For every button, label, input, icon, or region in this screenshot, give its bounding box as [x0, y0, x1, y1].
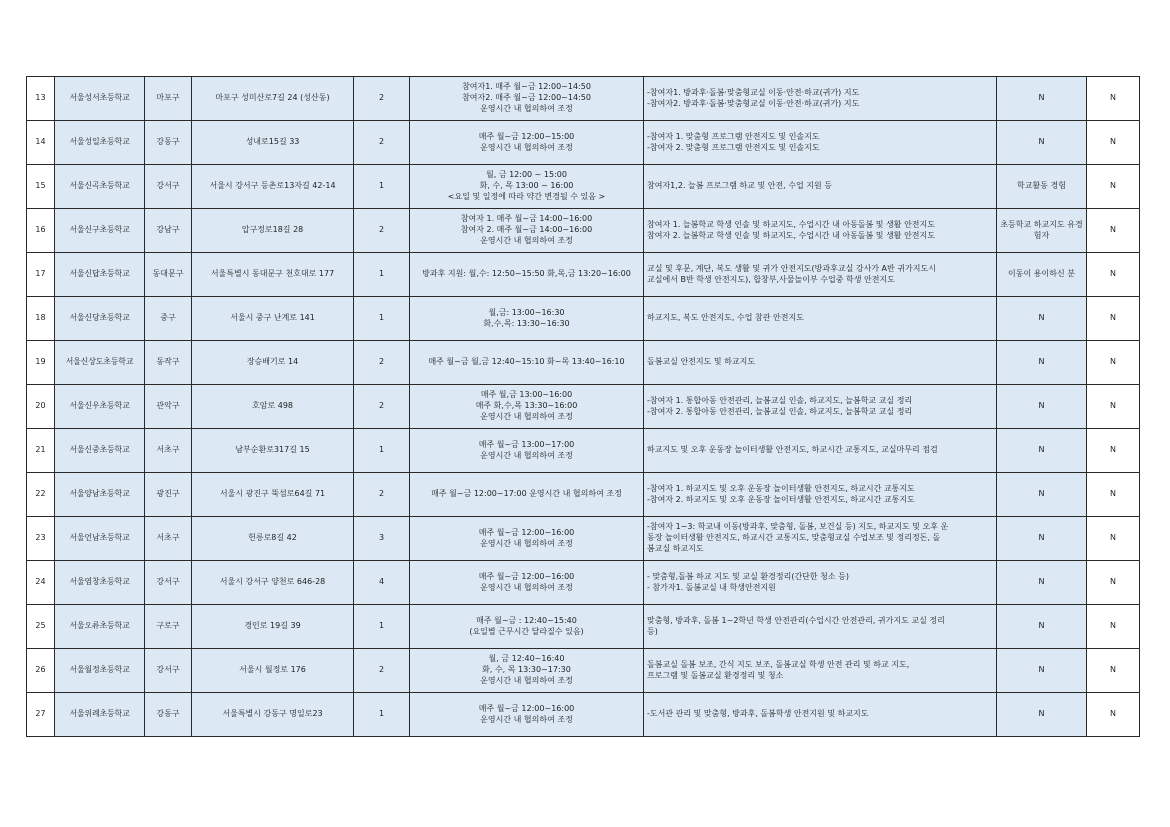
schedule-line: 화, 수, 목 13:30~17:30 [482, 665, 571, 675]
participant-count: 2 [354, 649, 410, 693]
schedule-line: 화, 수, 목 13:00 ~ 16:00 [479, 181, 574, 191]
preferred-qualification: N [997, 605, 1087, 649]
table-row [27, 77, 1140, 121]
duty-description [644, 297, 997, 341]
school-volunteer-table [26, 76, 1140, 737]
school-name: 서울오류초등학교 [55, 605, 145, 649]
table-row [27, 121, 1140, 165]
schedule-line: 참여자 2. 매주 월~금 14:00~16:00 [460, 225, 593, 235]
preferred-qualification: N [997, 77, 1087, 121]
row-number: 25 [27, 605, 55, 649]
schedule-line: 월, 금 12:00 ~ 15:00 [486, 170, 567, 180]
table-row [27, 517, 1140, 561]
address: 장승배기로 14 [192, 341, 354, 385]
schedule-line: 매주 월~금 12:00~17:00 운영시간 내 협의하여 조정 [431, 489, 622, 499]
work-schedule [410, 473, 644, 517]
work-schedule [410, 385, 644, 429]
schedule-line: 월, 금 12:40~16:40 [488, 654, 565, 664]
duty-line: 봄교실 하교지도 [647, 543, 704, 553]
address: 경인로 19길 39 [192, 605, 354, 649]
work-schedule [410, 341, 644, 385]
work-schedule [410, 121, 644, 165]
preferred-qualification: N [997, 517, 1087, 561]
extra-flag: N [1087, 209, 1140, 253]
duty-line: -참여자2. 방과후·돌봄·맞춤형교실 이동·안전·하교(귀가) 지도 [647, 98, 860, 108]
extra-flag: N [1087, 385, 1140, 429]
duty-line: -참여자 2. 통합아동 안전관리, 늘봄교실 인솔, 하교지도, 늘봄학교 교실 정리 [647, 406, 913, 416]
table-row [27, 429, 1140, 473]
schedule-line: <요일 및 일정에 따라 약간 변경될 수 있음 > [447, 191, 606, 201]
schedule-line: 매주 월~금 12:00~16:00 [478, 703, 575, 713]
extra-flag: N [1087, 693, 1140, 737]
row-number: 17 [27, 253, 55, 297]
preferred-qualification: N [997, 473, 1087, 517]
duty-description [644, 121, 997, 165]
district: 강동구 [145, 693, 192, 737]
district: 강남구 [145, 209, 192, 253]
schedule-line: 운영시간 내 협의하여 조정 [480, 714, 573, 724]
address: 서울시 월정로 176 [192, 649, 354, 693]
school-name: 서울양남초등학교 [55, 473, 145, 517]
participant-count: 2 [354, 209, 410, 253]
table-row [27, 209, 1140, 253]
duty-line: -참여자 2. 하교지도 및 오후 운동장 놀이터생활 안전지도, 하교시간 교통지도 [647, 494, 915, 504]
row-number: 21 [27, 429, 55, 473]
address: 서울시 강서구 등촌로13자길 42-14 [192, 165, 354, 209]
schedule-line: 월,금: 13:00~16:30 [488, 307, 565, 317]
school-name: 서울성서초등학교 [55, 77, 145, 121]
duty-line: 동장 놀이터생활 안전지도, 하교시간 교통지도, 맞춤형교실 수업보조 및 정리정돈, 돌 [647, 533, 941, 543]
schedule-line: 운영시간 내 협의하여 조정 [480, 538, 573, 548]
duty-description [644, 429, 997, 473]
schedule-line: 매주 월,금 13:00~16:00 [480, 390, 573, 400]
duty-line: 하교지도 및 오후 운동장 놀이터생활 안전지도, 하교시간 교통지도, 교실마무리 점검 [647, 445, 938, 455]
district: 서초구 [145, 429, 192, 473]
schedule-line: 매주 월~금 12:00~16:00 [478, 571, 575, 581]
duty-line: -참여자 1. 통합아동 안전관리, 늘봄교실 인솔, 하교지도, 늘봄학교 교실 정리 [647, 395, 913, 405]
duty-description [644, 693, 997, 737]
extra-flag: N [1087, 473, 1140, 517]
work-schedule [410, 209, 644, 253]
row-number: 18 [27, 297, 55, 341]
address: 헌릉로8길 42 [192, 517, 354, 561]
schedule-line: 참여자2. 매주 월~금 12:00~14:50 [462, 93, 591, 103]
extra-flag: N [1087, 253, 1140, 297]
preferred-qualification: N [997, 385, 1087, 429]
participant-count: 1 [354, 297, 410, 341]
address: 서울시 강서구 양천로 646-28 [192, 561, 354, 605]
school-name: 서울성일초등학교 [55, 121, 145, 165]
row-number: 23 [27, 517, 55, 561]
work-schedule [410, 605, 644, 649]
address: 압구정로18길 28 [192, 209, 354, 253]
schedule-line: 운영시간 내 협의하여 조정 [480, 411, 573, 421]
duty-line: -참여자 2. 맞춤형 프로그램 안전지도 및 인솔지도 [647, 142, 820, 152]
duty-line: 맞춤형, 방과후, 돌봄 1~2학년 학생 안전관리(수업시간 안전관리, 귀가지도 교실 정리 [647, 615, 945, 625]
duty-description [644, 209, 997, 253]
participant-count: 2 [354, 121, 410, 165]
table-row [27, 385, 1140, 429]
school-name: 서울신당초등학교 [55, 297, 145, 341]
schedule-line: 매주 월~금 월,금 12:40~15:10 화~목 13:40~16:10 [428, 357, 625, 367]
school-name: 서울신구초등학교 [55, 209, 145, 253]
address: 서울특별시 동대문구 천호대로 177 [192, 253, 354, 297]
duty-description [644, 517, 997, 561]
row-number: 24 [27, 561, 55, 605]
work-schedule [410, 517, 644, 561]
schedule-line: 운영시간 내 협의하여 조정 [480, 103, 573, 113]
row-number: 26 [27, 649, 55, 693]
table-row [27, 605, 1140, 649]
duty-description [644, 77, 997, 121]
school-name: 서울신답초등학교 [55, 253, 145, 297]
preferred-qualification: 학교활동 경험 [997, 165, 1087, 209]
row-number: 16 [27, 209, 55, 253]
school-name: 서울신중초등학교 [55, 429, 145, 473]
school-name: 서울신곡초등학교 [55, 165, 145, 209]
school-name: 서울신상도초등학교 [55, 341, 145, 385]
extra-flag: N [1087, 517, 1140, 561]
duty-line: - 맞춤형,돌봄 하교 지도 및 교실 환경정리(간단한 청소 등) [647, 571, 850, 581]
work-schedule [410, 429, 644, 473]
schedule-line: 매주 월~금 12:00~16:00 [478, 527, 575, 537]
duty-line: 참여자 2. 늘봄학교 학생 인솔 및 하교지도, 수업시간 내 아동돌봄 및 생활 안전지도 [647, 230, 935, 240]
schedule-line: 매주 월~금 13:00~17:00 [478, 439, 575, 449]
duty-description [644, 385, 997, 429]
table-row [27, 297, 1140, 341]
preferred-qualification: N [997, 297, 1087, 341]
duty-description [644, 649, 997, 693]
duty-line: -참여자 1. 하교지도 및 오후 운동장 놀이터생활 안전지도, 하교시간 교통지도 [647, 483, 915, 493]
duty-line: 돌봄교실 안전지도 및 하교지도 [647, 357, 756, 367]
work-schedule [410, 649, 644, 693]
work-schedule [410, 253, 644, 297]
schedule-line: (요일별 근무시간 달라질수 있음) [469, 626, 584, 636]
preferred-qualification: N [997, 649, 1087, 693]
duty-line: 등) [647, 626, 658, 636]
schedule-line: 참여자1. 매주 월~금 12:00~14:50 [462, 82, 591, 92]
district: 마포구 [145, 77, 192, 121]
duty-line: 돌봄교실 돌봄 보조, 간식 지도 보조, 돌봄교실 학생 안전 관리 및 하교 지도, [647, 659, 910, 669]
extra-flag: N [1087, 605, 1140, 649]
extra-flag: N [1087, 649, 1140, 693]
participant-count: 2 [354, 385, 410, 429]
preferred-qualification: N [997, 693, 1087, 737]
table-row [27, 165, 1140, 209]
preferred-qualification: N [997, 341, 1087, 385]
table-row [27, 693, 1140, 737]
duty-line: 교실 및 후문, 계단, 복도 생활 및 귀가 안전지도(방과후교실 강사가 A반 귀가지도시 [647, 263, 936, 273]
work-schedule [410, 693, 644, 737]
district: 강서구 [145, 649, 192, 693]
duty-description [644, 605, 997, 649]
row-number: 27 [27, 693, 55, 737]
participant-count: 1 [354, 165, 410, 209]
district: 강서구 [145, 165, 192, 209]
table-row [27, 473, 1140, 517]
duty-line: -참여자1. 방과후·돌봄·맞춤형교실 이동·안전·하교(귀가) 지도 [647, 87, 860, 97]
school-name: 서울언남초등학교 [55, 517, 145, 561]
participant-count: 1 [354, 253, 410, 297]
table-body [27, 77, 1140, 737]
district: 중구 [145, 297, 192, 341]
work-schedule [410, 77, 644, 121]
schedule-line: 운영시간 내 협의하여 조정 [480, 235, 573, 245]
extra-flag: N [1087, 429, 1140, 473]
duty-line: -도서관 관리 및 맞춤형, 방과후, 돌봄학생 안전지원 및 하교지도 [647, 709, 869, 719]
duty-description [644, 165, 997, 209]
preferred-qualification: 초등학교 하교지도 유경험자 [997, 209, 1087, 253]
address: 성내로15길 33 [192, 121, 354, 165]
work-schedule [410, 165, 644, 209]
extra-flag: N [1087, 165, 1140, 209]
row-number: 19 [27, 341, 55, 385]
table-row [27, 561, 1140, 605]
school-name: 서울신우초등학교 [55, 385, 145, 429]
schedule-line: 화,수,목: 13:30~16:30 [483, 318, 570, 328]
row-number: 22 [27, 473, 55, 517]
address: 남부순환로317길 15 [192, 429, 354, 473]
district: 광진구 [145, 473, 192, 517]
duty-line: 교실에서 B반 학생 안전지도), 합창부,사물놀이부 수업중 학생 안전지도 [647, 274, 895, 284]
duty-line: -참여자 1~3: 학교내 이동(방과후, 맞춤형, 돌봄, 보건실 등) 지도, 하교지도 및 오후 운 [647, 522, 949, 532]
address: 서울시 중구 난계로 141 [192, 297, 354, 341]
table-row [27, 253, 1140, 297]
duty-line: 프로그램 및 돌봄교실 환경정리 및 청소 [647, 670, 784, 680]
schedule-line: 매주 월~금 12:00~15:00 [478, 131, 575, 141]
participant-count: 3 [354, 517, 410, 561]
district: 강동구 [145, 121, 192, 165]
district: 동작구 [145, 341, 192, 385]
extra-flag: N [1087, 341, 1140, 385]
row-number: 15 [27, 165, 55, 209]
district: 강서구 [145, 561, 192, 605]
participant-count: 2 [354, 77, 410, 121]
participant-count: 1 [354, 605, 410, 649]
participant-count: 2 [354, 341, 410, 385]
participant-count: 4 [354, 561, 410, 605]
schedule-line: 방과후 지원: 월,수: 12:50~15:50 화,목,금 13:20~16:00 [422, 269, 631, 279]
address: 서울특별시 강동구 명일로23 [192, 693, 354, 737]
district: 관악구 [145, 385, 192, 429]
school-name: 서울위례초등학교 [55, 693, 145, 737]
schedule-line: 매주 화,수,목 13:30~16:00 [475, 401, 578, 411]
school-name: 서울월정초등학교 [55, 649, 145, 693]
extra-flag: N [1087, 561, 1140, 605]
duty-line: -참여자 1. 맞춤형 프로그램 안전지도 및 인솔지도 [647, 131, 820, 141]
duty-description [644, 341, 997, 385]
address: 호암로 498 [192, 385, 354, 429]
schedule-line: 운영시간 내 협의하여 조정 [480, 142, 573, 152]
preferred-qualification: 이동이 용이하신 분 [997, 253, 1087, 297]
row-number: 14 [27, 121, 55, 165]
preferred-qualification: N [997, 429, 1087, 473]
duty-line: 참여자1,2. 늘봄 프로그램 하교 및 안전, 수업 지원 등 [647, 181, 832, 191]
schedule-line: 운영시간 내 협의하여 조정 [480, 450, 573, 460]
address: 마포구 성미산로7길 24 (성산동) [192, 77, 354, 121]
district: 구로구 [145, 605, 192, 649]
schedule-line: 운영시간 내 협의하여 조정 [480, 675, 573, 685]
extra-flag: N [1087, 297, 1140, 341]
table-row [27, 341, 1140, 385]
duty-line: 하교지도, 복도 안전지도, 수업 참관 안전지도 [647, 313, 804, 323]
work-schedule [410, 297, 644, 341]
participant-count: 1 [354, 693, 410, 737]
preferred-qualification: N [997, 121, 1087, 165]
row-number: 13 [27, 77, 55, 121]
schedule-line: 매주 월~금 : 12:40~15:40 [476, 615, 577, 625]
address: 서울시 광진구 뚝섬로64길 71 [192, 473, 354, 517]
schedule-line: 참여자 1. 매주 월~금 14:00~16:00 [460, 214, 593, 224]
preferred-qualification: N [997, 561, 1087, 605]
participant-count: 2 [354, 473, 410, 517]
duty-description [644, 473, 997, 517]
district: 동대문구 [145, 253, 192, 297]
schedule-line: 운영시간 내 협의하여 조정 [480, 582, 573, 592]
district: 서초구 [145, 517, 192, 561]
table-row [27, 649, 1140, 693]
duty-description [644, 561, 997, 605]
participant-count: 1 [354, 429, 410, 473]
extra-flag: N [1087, 121, 1140, 165]
extra-flag: N [1087, 77, 1140, 121]
row-number: 20 [27, 385, 55, 429]
duty-line: 참여자 1. 늘봄학교 학생 인솔 및 하교지도, 수업시간 내 아동돌봄 및 생활 안전지도 [647, 219, 935, 229]
duty-description [644, 253, 997, 297]
school-name: 서울염창초등학교 [55, 561, 145, 605]
work-schedule [410, 561, 644, 605]
duty-line: - 참가자1. 돌봄교실 내 학생안전지원 [647, 582, 776, 592]
